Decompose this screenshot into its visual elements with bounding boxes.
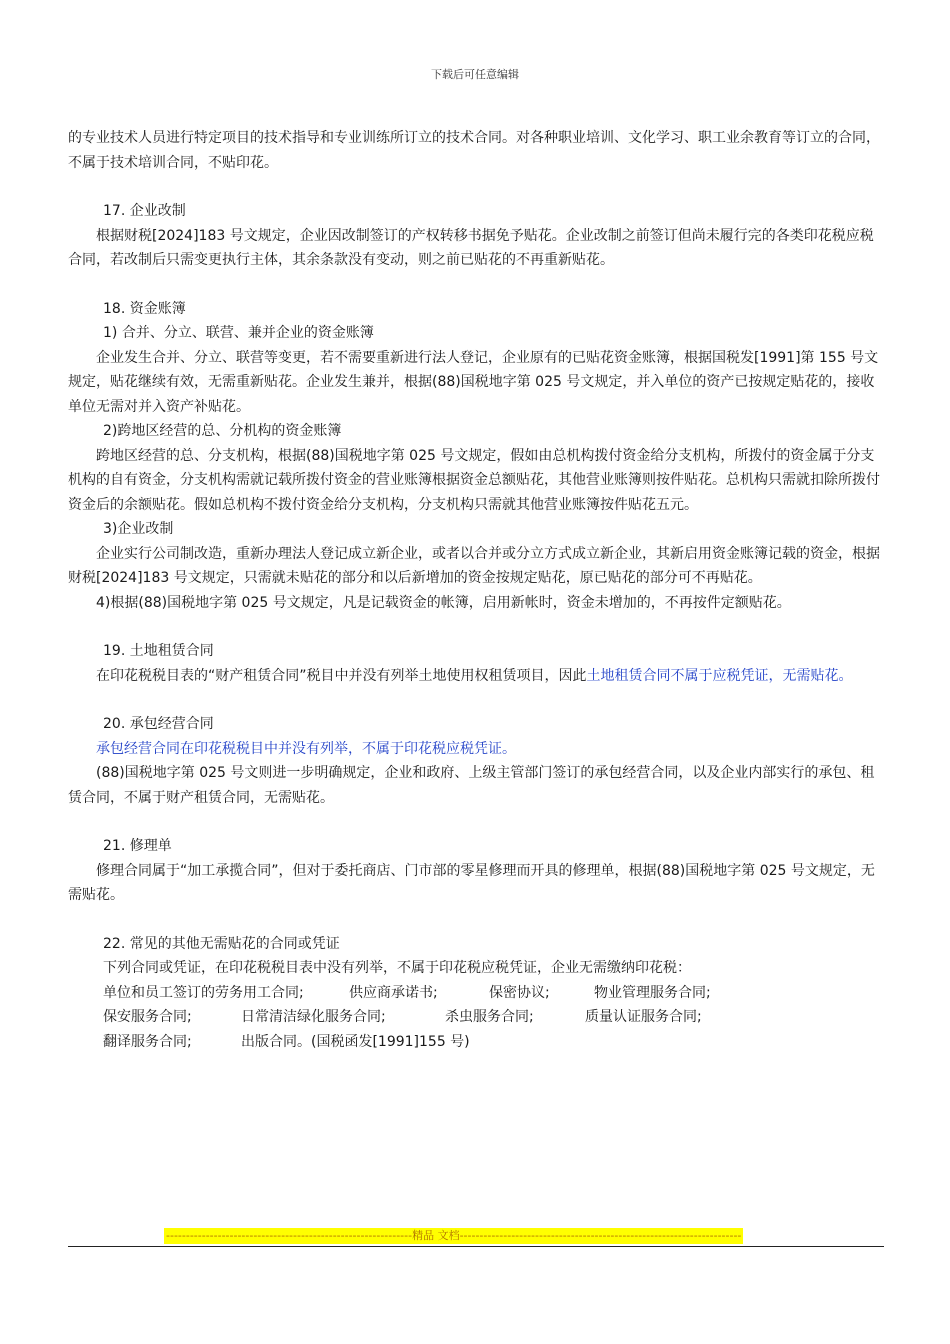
list-item: 出版合同。(国税函发[1991]155 号) [241, 1033, 470, 1050]
section-18-title: 18. 资金账簿 [103, 300, 186, 317]
section-17-body: 根据财税[2024]183 号文规定，企业因改制签订的产权转移书据免予贴花。企业改制之前签订但尚未履行完的各类印花税应税合同，若改制后只需变更执行主体，其余条款没有变动，则之前已贴花的不再重新贴花。 [68, 227, 874, 268]
section-18-sub2-title: 2)跨地区经营的总、分机构的资金账簿 [103, 423, 342, 439]
section-19-body [68, 664, 884, 689]
list-item: 保密协议; [489, 984, 550, 1001]
footer-highlight-text: --------------------------------------------------------------精品 文档----------------------------------------------------------------------- [166, 1229, 742, 1242]
section-18-sub1-body: 企业发生合并、分立、联营等变更，若不需要重新进行法人登记，企业原有的已贴花资金账簿，根据国税发[1991]第 155 号文规定，贴花继续有效，无需重新贴花。企业发生兼并，根据(88)国税地字第 025 号文规定，并入单位的资产已按规定贴花的，接收单位无需对并入资产补贴花。 [68, 349, 879, 415]
section-20-body: (88)国税地字第 025 号文则进一步明确规定，企业和政府、上级主管部门签订的承包经营合同，以及企业内部实行的承包、租赁合同，不属于财产租赁合同，无需贴花。 [68, 765, 875, 806]
section-20-body-highlight: 承包经营合同在印花税税目中并没有列举，不属于印花税应税凭证。 [96, 740, 516, 757]
section-18-sub2-body: 跨地区经营的总、分支机构，根据(88)国税地字第 025 号文规定，假如由总机构拨付资金给分支机构，所拨付的资金属于分支机构的自有资金，分支机构需就记载所拨付资金的营业账簿根据资金总额贴花，其他营业账簿则按件贴花。总机构只需就扣除所拨付资金后的余额贴花。假如总机构不拨付资金给分支机构，分支机构只需就其他营业账簿按件贴花五元。 [68, 447, 880, 513]
document-body [68, 126, 884, 1054]
section-18-sub3-title: 3)企业改制 [103, 521, 174, 537]
list-item: 保安服务合同; [103, 1009, 192, 1025]
section-21-title: 21. 修理单 [103, 838, 172, 854]
section-20-title: 20. 承包经营合同 [103, 716, 214, 732]
list-item: 翻译服务合同; [103, 1033, 192, 1050]
list-item: 供应商承诺书; [349, 984, 438, 1001]
intro-paragraph: 的专业技术人员进行特定项目的技术指导和专业训练所订立的技术合同。对各种职业培训、文化学习、职工业余教育等订立的合同，不属于技术培训合同，不贴印花。 [68, 130, 880, 171]
section-18-sub1-title: 1) 合并、分立、联营、兼并企业的资金账簿 [103, 325, 374, 341]
section-22-intro: 下列合同或凭证，在印花税税目表中没有列举，不属于印花税应税凭证，企业无需缴纳印花税： [103, 960, 691, 976]
section-18-sub3-body: 企业实行公司制改造，重新办理法人登记成立新企业，或者以合并或分立方式成立新企业，其新启用资金账簿记载的资金，根据财税[2024]183 号文规定，只需就未贴花的部分和以后新增加的资金按规定贴花，原已贴花的部分可不再贴花。 [68, 545, 880, 586]
section-19-body-plain: 在印花税税目表的“财产租赁合同”税目中并没有列举土地使用权租赁项目，因此 [96, 667, 587, 684]
section-22-title: 22. 常见的其他无需贴花的合同或凭证 [103, 935, 340, 952]
section-19-title: 19. 土地租赁合同 [103, 643, 214, 659]
page-header: 下载后可任意编辑 [431, 68, 519, 81]
section-22-row-2 [68, 1005, 884, 1030]
list-item: 日常清洁绿化服务合同; [241, 1009, 386, 1025]
section-19-body-highlight: 土地租赁合同不属于应税凭证，无需贴花。 [586, 667, 853, 684]
section-21-body: 修理合同属于“加工承揽合同”，但对于委托商店、门市部的零星修理而开具的修理单，根据(88)国税地字第 025 号文规定，无需贴花。 [68, 862, 875, 903]
section-18-sub4-body: 4)根据(88)国税地字第 025 号文规定，凡是记载资金的帐簿，启用新帐时，资金未增加的，不再按件定额贴花。 [96, 594, 791, 611]
list-item: 单位和员工签订的劳务用工合同; [103, 984, 304, 1001]
section-22-row-3 [68, 1030, 884, 1055]
list-item: 质量认证服务合同; [585, 1009, 702, 1025]
section-17-title: 17. 企业改制 [103, 203, 186, 219]
list-item: 杀虫服务合同; [445, 1009, 534, 1025]
footer-divider [68, 1246, 884, 1247]
section-22-row-1 [68, 981, 884, 1006]
list-item: 物业管理服务合同; [594, 984, 711, 1001]
